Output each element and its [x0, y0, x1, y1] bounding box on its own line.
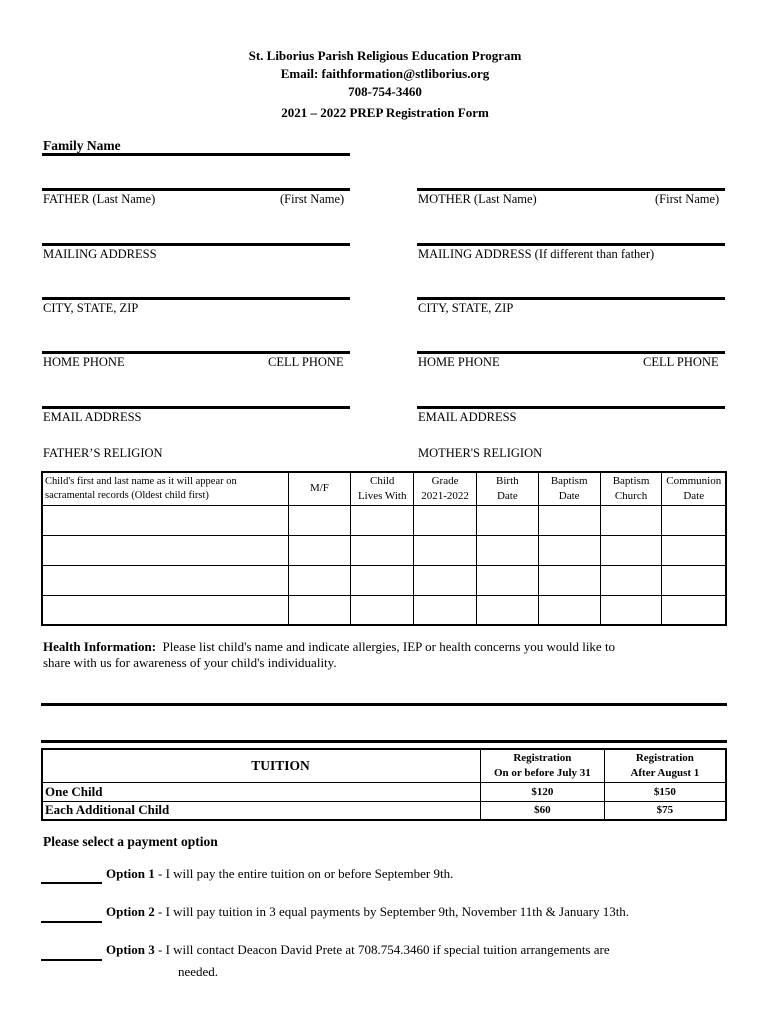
- payment-option-3: [106, 942, 610, 958]
- tuition-late-price: $150: [604, 782, 726, 801]
- grade-cell[interactable]: [414, 565, 477, 595]
- father-home-phone-label: HOME PHONE: [43, 355, 125, 369]
- communion-date-header-line1: Communion: [666, 474, 722, 487]
- mother-name-field[interactable]: [417, 188, 725, 191]
- mother-address-field[interactable]: [417, 243, 725, 246]
- lives-with-cell[interactable]: [351, 505, 414, 535]
- option-3-checkbox-line[interactable]: [41, 959, 102, 961]
- lives-with-header-line2: Lives With: [357, 489, 407, 502]
- tuition-early-price: $60: [481, 801, 605, 820]
- baptism-church-cell[interactable]: [600, 535, 662, 565]
- communion-date-header-line2: Date: [683, 489, 705, 502]
- tuition-late-price: $75: [604, 801, 726, 820]
- baptism-church-cell[interactable]: [600, 505, 662, 535]
- mother-cell-phone-label: CELL PHONE: [643, 355, 719, 369]
- mother-email-label: EMAIL ADDRESS: [418, 410, 517, 424]
- grade-header: [414, 472, 477, 505]
- birth-date-cell[interactable]: [476, 505, 538, 535]
- baptism-date-cell[interactable]: [538, 595, 600, 625]
- birth-date-header-line2: Date: [496, 489, 518, 502]
- baptism-church-cell[interactable]: [600, 565, 662, 595]
- org-name: St. Liborius Parish Religious Education Program: [248, 48, 522, 63]
- father-address-field[interactable]: [42, 243, 350, 246]
- mf-cell[interactable]: [288, 505, 351, 535]
- health-info-field-2[interactable]: [41, 740, 727, 743]
- baptism-date-cell[interactable]: [538, 565, 600, 595]
- health-info-text-line2: share with us for awareness of your child's individuality.: [43, 655, 337, 670]
- payment-option-2: [106, 904, 629, 920]
- father-last-name-label: FATHER (Last Name): [43, 192, 156, 206]
- mother-city-label: CITY, STATE, ZIP: [418, 301, 514, 315]
- option-2-text: - I will pay tuition in 3 equal payments by September 9th, November 11th & January 13th.: [154, 904, 630, 919]
- lives-with-cell[interactable]: [351, 565, 414, 595]
- health-info-text: Please list child's name and indicate allergies, IEP or health concerns you would like to: [162, 639, 616, 654]
- mf-header: M/F: [288, 472, 351, 505]
- lives-with-header: [351, 472, 414, 505]
- mother-religion-label: MOTHER'S RELIGION: [418, 446, 543, 460]
- mother-phone-field[interactable]: [417, 351, 725, 354]
- mother-address-label: MAILING ADDRESS (If different than father): [418, 247, 655, 261]
- mf-cell[interactable]: [288, 535, 351, 565]
- children-table-header: [42, 472, 726, 505]
- grade-cell[interactable]: [414, 535, 477, 565]
- baptism-date-cell[interactable]: [538, 505, 600, 535]
- father-first-name-label: (First Name): [280, 192, 345, 206]
- communion-date-cell[interactable]: [662, 535, 726, 565]
- option-3-name: Option 3: [106, 942, 155, 957]
- child-row: [42, 595, 726, 625]
- child-name-cell[interactable]: [42, 505, 288, 535]
- option-1-text: - I will pay the entire tuition on or before September 9th.: [154, 866, 454, 881]
- registration-early-header-line2: On or before July 31: [493, 766, 591, 779]
- tuition-row-label: One Child: [42, 782, 481, 801]
- health-info: [43, 639, 615, 655]
- baptism-church-header: [600, 472, 662, 505]
- father-email-field[interactable]: [42, 406, 350, 409]
- contact-email: Email: faithformation@stliborius.org: [280, 66, 490, 81]
- child-row: [42, 505, 726, 535]
- child-name-cell[interactable]: [42, 535, 288, 565]
- child-row: [42, 535, 726, 565]
- family-name-label: Family Name: [43, 138, 121, 153]
- tuition-title: TUITION: [42, 749, 481, 782]
- father-city-label: CITY, STATE, ZIP: [43, 301, 139, 315]
- communion-date-cell[interactable]: [662, 595, 726, 625]
- birth-date-cell[interactable]: [476, 565, 538, 595]
- family-name-field[interactable]: [42, 153, 350, 156]
- father-city-field[interactable]: [42, 297, 350, 300]
- child-name-header: [42, 472, 288, 505]
- tuition-table: [41, 748, 727, 821]
- baptism-date-header: [538, 472, 600, 505]
- lives-with-cell[interactable]: [351, 535, 414, 565]
- option-3-text: - I will contact Deacon David Prete at 708.754.3460 if special tuition arrangements are: [154, 942, 610, 957]
- father-phone-field[interactable]: [42, 351, 350, 354]
- mf-cell[interactable]: [288, 595, 351, 625]
- communion-date-cell[interactable]: [662, 505, 726, 535]
- baptism-church-header-line1: Baptism: [612, 474, 650, 487]
- grade-header-line2: 2021-2022: [421, 489, 469, 502]
- child-name-header-line2: sacramental records (Oldest child first): [45, 489, 209, 501]
- mf-cell[interactable]: [288, 565, 351, 595]
- tuition-row-label: Each Additional Child: [42, 801, 481, 820]
- option-2-checkbox-line[interactable]: [41, 921, 102, 923]
- option-3-text-line2: needed.: [178, 964, 219, 979]
- grade-cell[interactable]: [414, 505, 477, 535]
- tuition-header-row: [42, 749, 726, 782]
- registration-late-header: [604, 749, 726, 782]
- child-name-cell[interactable]: [42, 595, 288, 625]
- baptism-date-header-line1: Baptism: [550, 474, 588, 487]
- father-name-field[interactable]: [42, 188, 350, 191]
- baptism-church-cell[interactable]: [600, 595, 662, 625]
- mother-city-field[interactable]: [417, 297, 725, 300]
- tuition-early-price: $120: [481, 782, 605, 801]
- communion-date-cell[interactable]: [662, 565, 726, 595]
- father-address-label: MAILING ADDRESS: [43, 247, 157, 261]
- mother-first-name-label: (First Name): [655, 192, 720, 206]
- registration-late-header-line2: After August 1: [630, 766, 700, 779]
- father-email-label: EMAIL ADDRESS: [43, 410, 142, 424]
- option-1-name: Option 1: [106, 866, 155, 881]
- health-info-label: Health Information:: [43, 639, 157, 654]
- father-cell-phone-label: CELL PHONE: [268, 355, 344, 369]
- birth-date-cell[interactable]: [476, 535, 538, 565]
- option-1-checkbox-line[interactable]: [41, 882, 102, 884]
- option-2-name: Option 2: [106, 904, 155, 919]
- tuition-row-additional-child: [42, 801, 726, 820]
- tuition-row-one-child: [42, 782, 726, 801]
- child-name-header-line1: Child's first and last name as it will appear on: [45, 475, 237, 487]
- lives-with-cell[interactable]: [351, 595, 414, 625]
- birth-date-header: [476, 472, 538, 505]
- mother-home-phone-label: HOME PHONE: [418, 355, 500, 369]
- baptism-date-cell[interactable]: [538, 535, 600, 565]
- grade-header-line1: Grade: [431, 474, 459, 487]
- lives-with-header-line1: Child: [369, 474, 395, 487]
- baptism-date-header-line2: Date: [558, 489, 580, 502]
- children-table: [41, 471, 727, 626]
- mother-email-field[interactable]: [417, 406, 725, 409]
- grade-cell[interactable]: [414, 595, 477, 625]
- child-row: [42, 565, 726, 595]
- birth-date-header-line1: Birth: [496, 474, 519, 487]
- mother-last-name-label: MOTHER (Last Name): [418, 192, 537, 206]
- payment-option-1: [106, 866, 453, 882]
- father-religion-label: FATHER’S RELIGION: [43, 446, 163, 460]
- payment-heading: Please select a payment option: [43, 834, 218, 849]
- child-name-cell[interactable]: [42, 565, 288, 595]
- baptism-church-header-line2: Church: [614, 489, 648, 502]
- birth-date-cell[interactable]: [476, 595, 538, 625]
- registration-early-header: [481, 749, 605, 782]
- communion-date-header: [662, 472, 726, 505]
- registration-early-header-line1: Registration: [513, 751, 572, 764]
- registration-late-header-line1: Registration: [635, 751, 694, 764]
- contact-phone: 708-754-3460: [348, 84, 422, 99]
- health-info-field[interactable]: [41, 703, 727, 706]
- form-title: 2021 – 2022 PREP Registration Form: [281, 105, 489, 120]
